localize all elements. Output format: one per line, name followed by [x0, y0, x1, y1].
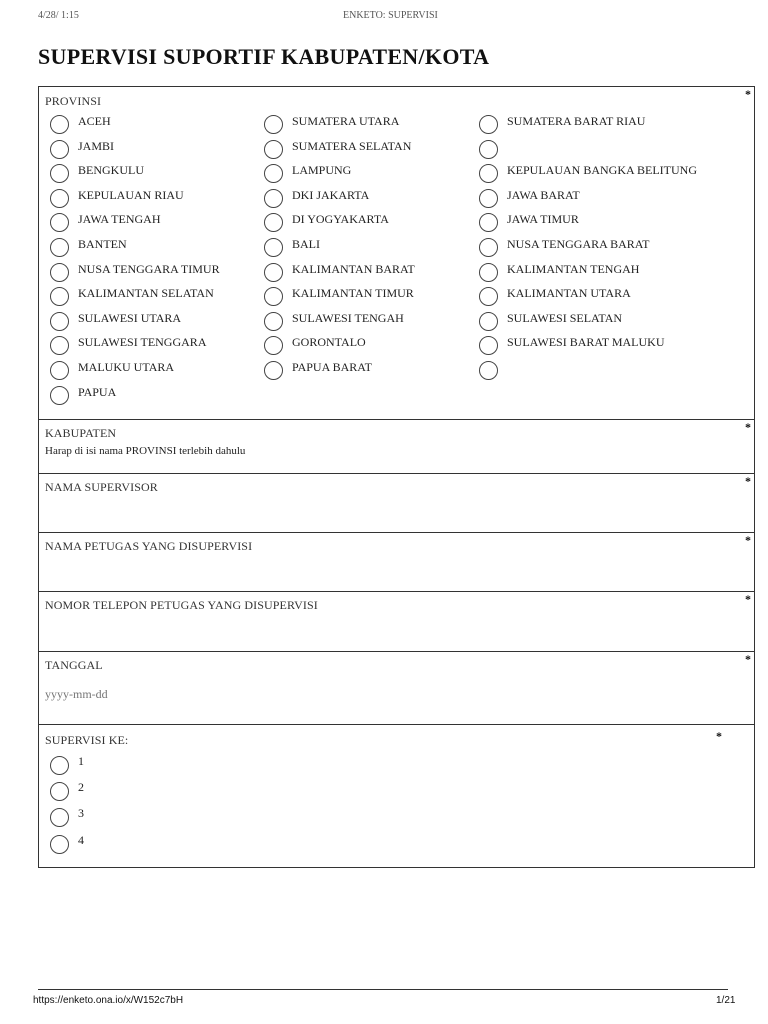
provinsi-option-label[interactable]: ACEH: [78, 114, 111, 128]
nama-petugas-question[interactable]: [38, 533, 755, 592]
provinsi-radio[interactable]: [264, 115, 283, 134]
provinsi-option-label[interactable]: SULAWESI TENGGARA: [78, 335, 207, 350]
provinsi-option-label[interactable]: LAMPUNG: [292, 163, 352, 178]
provinsi-option-label[interactable]: DI YOGYAKARTA: [292, 212, 389, 227]
provinsi-option-label[interactable]: KALIMANTAN TENGAH: [507, 261, 640, 276]
provinsi-option-label[interactable]: KEPULAUAN RIAU: [78, 187, 184, 202]
provinsi-radio[interactable]: [50, 140, 69, 159]
provinsi-option-label[interactable]: NUSA TENGGARA TIMUR: [78, 261, 220, 276]
provinsi-radio[interactable]: [479, 238, 498, 257]
provinsi-label: PROVINSI: [45, 94, 102, 108]
kabupaten-hint: Harap di isi nama PROVINSI terlebih dahulu: [45, 445, 246, 457]
print-header-left: 4/28/ 1:15: [38, 10, 79, 21]
supervisi-ke-radio[interactable]: [50, 835, 69, 854]
provinsi-option-label[interactable]: JAWA TIMUR: [507, 212, 579, 227]
provinsi-radio[interactable]: [50, 238, 69, 257]
provinsi-option-label[interactable]: KEPULAUAN BANGKA BELITUNG: [507, 163, 697, 178]
supervisi-ke-question: [38, 725, 755, 868]
provinsi-radio[interactable]: [50, 312, 69, 331]
required-marker: *: [745, 87, 751, 101]
provinsi-option-label[interactable]: PAPUA: [78, 384, 117, 399]
provinsi-radio[interactable]: [264, 287, 283, 306]
supervisi-ke-radio[interactable]: [50, 756, 69, 775]
footer-url: https://enketo.ona.io/x/W152c7bH: [33, 995, 184, 1006]
provinsi-radio[interactable]: [50, 213, 69, 232]
provinsi-question: [38, 86, 755, 420]
provinsi-radio[interactable]: [50, 287, 69, 306]
page-title: SUPERVISI SUPORTIF KABUPATEN/KOTA: [38, 44, 490, 69]
provinsi-radio[interactable]: [479, 263, 498, 282]
provinsi-radio[interactable]: [50, 386, 69, 405]
provinsi-option-label[interactable]: SUMATERA UTARA: [292, 114, 400, 128]
provinsi-radio[interactable]: [479, 189, 498, 208]
provinsi-radio[interactable]: [264, 140, 283, 159]
footer-page-number: 1/21: [716, 995, 736, 1006]
supervisi-ke-option-label[interactable]: 4: [78, 832, 84, 847]
tanggal-date-input[interactable]: [45, 687, 245, 702]
nomor-telepon-question[interactable]: [38, 592, 755, 652]
provinsi-option-label[interactable]: JAMBI: [78, 138, 115, 153]
provinsi-radio[interactable]: [479, 213, 498, 232]
footer-divider: [38, 989, 728, 990]
tanggal-label: TANGGAL: [45, 658, 103, 672]
provinsi-option-label[interactable]: SUMATERA BARAT RIAU: [507, 114, 646, 128]
provinsi-radio[interactable]: [479, 361, 498, 380]
provinsi-radio[interactable]: [50, 336, 69, 355]
kabupaten-label: KABUPATEN: [45, 426, 117, 440]
nama-supervisor-label: NAMA SUPERVISOR: [45, 480, 158, 494]
provinsi-radio[interactable]: [264, 336, 283, 355]
supervisi-ke-radio[interactable]: [50, 782, 69, 801]
provinsi-option-label[interactable]: BANTEN: [78, 237, 127, 251]
print-header-strip: [38, 10, 728, 24]
provinsi-option-label[interactable]: MALUKU UTARA: [78, 360, 175, 374]
provinsi-option-label[interactable]: PAPUA BARAT: [292, 360, 372, 374]
required-marker: *: [745, 420, 751, 434]
nama-supervisor-question[interactable]: [38, 474, 755, 533]
provinsi-option-label[interactable]: SULAWESI UTARA: [78, 310, 182, 325]
provinsi-option-label[interactable]: KALIMANTAN BARAT: [292, 261, 415, 276]
required-marker: *: [745, 474, 751, 488]
required-marker: *: [716, 729, 722, 743]
supervisi-ke-option-label[interactable]: 1: [78, 754, 84, 768]
supervisi-ke-label: SUPERVISI KE:: [45, 733, 129, 747]
supervisi-ke-option-label[interactable]: 2: [78, 780, 84, 795]
provinsi-radio[interactable]: [50, 263, 69, 282]
provinsi-radio[interactable]: [50, 361, 69, 380]
provinsi-radio[interactable]: [50, 164, 69, 183]
provinsi-radio[interactable]: [264, 263, 283, 282]
supervisi-ke-radio[interactable]: [50, 808, 69, 827]
provinsi-option-label[interactable]: JAWA BARAT: [507, 187, 580, 202]
provinsi-radio[interactable]: [50, 189, 69, 208]
nama-petugas-label: NAMA PETUGAS YANG DISUPERVISI: [45, 539, 253, 553]
provinsi-radio[interactable]: [50, 115, 69, 134]
provinsi-radio[interactable]: [264, 238, 283, 257]
print-header-center: ENKETO: SUPERVISI: [343, 10, 438, 21]
provinsi-radio[interactable]: [264, 213, 283, 232]
provinsi-option-label[interactable]: KALIMANTAN SELATAN: [78, 286, 214, 301]
provinsi-option-label[interactable]: KALIMANTAN UTARA: [507, 286, 631, 301]
tanggal-question: [38, 652, 755, 725]
provinsi-radio[interactable]: [479, 164, 498, 183]
provinsi-radio[interactable]: [479, 336, 498, 355]
provinsi-radio[interactable]: [479, 312, 498, 331]
provinsi-option-label[interactable]: SULAWESI SELATAN: [507, 310, 623, 325]
required-marker: *: [745, 592, 751, 606]
provinsi-option-label[interactable]: BENGKULU: [78, 163, 144, 178]
provinsi-radio[interactable]: [264, 312, 283, 331]
provinsi-option-label[interactable]: GORONTALO: [292, 335, 366, 350]
supervisi-ke-option-label[interactable]: 3: [78, 806, 84, 821]
provinsi-radio[interactable]: [264, 189, 283, 208]
provinsi-radio[interactable]: [264, 164, 283, 183]
nomor-telepon-label: NOMOR TELEPON PETUGAS YANG DISUPERVISI: [45, 598, 318, 612]
provinsi-option-label[interactable]: KALIMANTAN TIMUR: [292, 286, 414, 301]
provinsi-radio[interactable]: [479, 140, 498, 159]
required-marker: *: [745, 652, 751, 666]
provinsi-option-label[interactable]: DKI JAKARTA: [292, 187, 370, 202]
provinsi-option-label[interactable]: SULAWESI TENGAH: [292, 310, 404, 325]
provinsi-option-label[interactable]: NUSA TENGGARA BARAT: [507, 237, 650, 251]
provinsi-option-label[interactable]: SULAWESI BARAT MALUKU: [507, 335, 665, 350]
provinsi-radio[interactable]: [479, 287, 498, 306]
provinsi-radio[interactable]: [264, 361, 283, 380]
survey-form: [38, 86, 755, 868]
provinsi-option-label[interactable]: BALI: [292, 237, 320, 251]
provinsi-radio[interactable]: [479, 115, 498, 134]
provinsi-option-label[interactable]: JAWA TENGAH: [78, 212, 161, 227]
required-marker: *: [745, 533, 751, 547]
kabupaten-question: [38, 420, 755, 474]
provinsi-option-label[interactable]: SUMATERA SELATAN: [292, 138, 412, 153]
